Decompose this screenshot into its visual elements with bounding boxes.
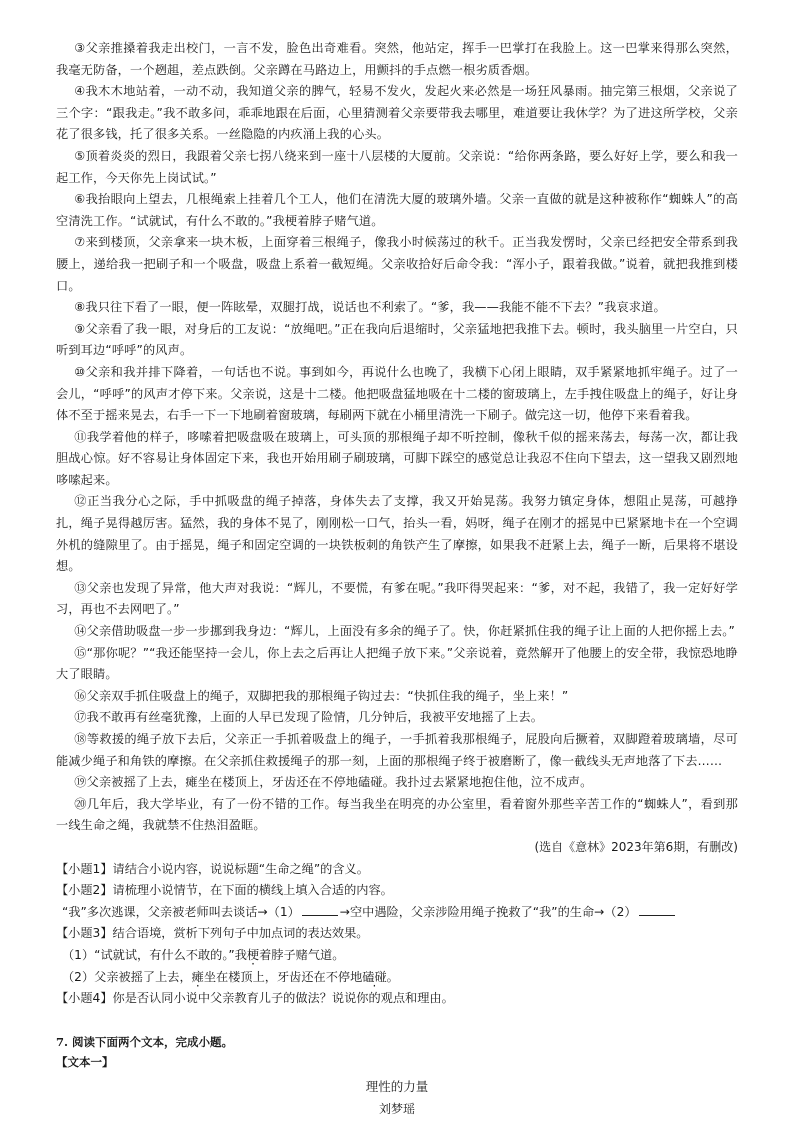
article-title: 理性的力量 <box>365 1078 429 1094</box>
paragraph-6: ⑥我抬眼向上望去，几根绳索上挂着几个工人，他们在清洗大厦的玻璃外墙。父亲一直做的就是这种被称作“蜘蛛人”的高空清洗工作。“试就试，有什么不敢的。”我梗着脖子赌气道。 <box>56 192 738 228</box>
task-7-heading: 7. 阅读下面两个文本，完成小题。 <box>56 1034 234 1049</box>
paragraph-13: ⑬父亲也发现了异常，他大声对我说：“辉儿，不要慌，有爹在呢。”我吓得哭起来：“爹，对不起，我错了，我一定好好学习，再也不去网吧了。” <box>56 580 738 617</box>
question-3-item-2 <box>56 967 738 989</box>
dotted-word-kepeng: 磕碰 <box>362 969 387 984</box>
q3-item2-text-a: （2）父亲被摇了上去， <box>62 969 192 984</box>
dotted-word-tan: 瘫 <box>191 969 204 984</box>
paragraph-3: ③父亲推搡着我走出校门，一言不发，脸色出奇难看。突然，他站定，挥手一巴掌打在我脸上。这一巴掌来得那么突然，我毫无防备，一个趔趄，差点跌倒。父亲蹲在马路边上，用颤抖的手点燃一根劣质香烟。 <box>56 41 738 77</box>
paragraph-9: ⑨父亲看了我一眼，对身后的工友说：“放绳吧。”正在我向后退缩时，父亲猛地把我推下去。顿时，我头脑里一片空白，只听到耳边“呼呼”的风声。 <box>56 321 738 358</box>
q3-item2-text-c: 。 <box>386 969 399 984</box>
paragraph-5: ⑤顶着炎炎的烈日，我跟着父亲七拐八绕来到一座十八层楼的大厦前。父亲说：“给你两条路，要么好好上学，要么和我一起工作，今天你先上岗试试。” <box>56 148 738 185</box>
paragraph-4: ④我木木地站着，一动不动，我知道父亲的脾气，轻易不发火，发起火来必然是一场狂风暴雨。抽完第三根烟，父亲说了三个字：“跟我走。”我不敢多问，乖乖地跟在后面，心里猜测着父亲要带我去哪里，难道要让我休学？为了进这所学校，父亲花了很多钱，托了很多关系。一丝隐隐的内疚涌上我的心头。 <box>56 84 738 142</box>
q3-item1-text-b: 着脖子赌气道。 <box>259 947 345 962</box>
paragraph-8: ⑧我只往下看了一眼，便一阵眩晕，双腿打战，说话也不利索了。“爹，我——我能不能不下去？”我哀求道。 <box>74 300 666 315</box>
source-citation: (选自《意林》2023年第6期，有删改) <box>534 839 738 854</box>
answer-blank-2[interactable] <box>639 903 675 916</box>
q3-item2-text-b: 坐在楼顶上，牙齿还在不停地 <box>203 969 363 984</box>
paragraph-15: ⑮“那你呢？”“我还能坚持一会儿，你上去之后再让人把绳子放下来。”父亲说着，竟然解开了他腰上的安全带，我惊恐地睁大了眼睛。 <box>56 645 738 682</box>
text-one-tag: 【文本一】 <box>56 1054 114 1069</box>
paragraph-20: ⑳几年后，我大学毕业，有了一份不错的工作。每当我坐在明亮的办公室里，看着窗外那些辛苦工作的“蜘蛛人”，看到那一线生命之绳，我就禁不住热泪盈眶。 <box>56 796 738 833</box>
paragraph-19: ⑲父亲被摇了上去，瘫坐在楼顶上，牙齿还在不停地磕碰。我扑过去紧紧地抱住他，泣不成声。 <box>74 775 593 790</box>
paragraph-11: ⑪我学着他的样子，哆嗦着把吸盘吸在玻璃上，可头顶的那根绳子却不听控制，像秋千似的摇来荡去，每荡一次，都让我胆战心惊。好不容易让身体固定下来，我也开始用刷子刷玻璃，可脚下踩空的感觉总让我忍不住向下望去，这一望我又剧烈地哆嗦起来。 <box>56 429 738 487</box>
question-3-item-1 <box>56 945 738 967</box>
flow-part-a: “我”多次逃课，父亲被老师叫去谈话→（1） <box>62 904 300 919</box>
q3-item1-text-a: （1）“试就试，有什么不敢的。”我 <box>62 947 247 962</box>
article-author: 刘梦瑶 <box>378 1101 415 1116</box>
question-1: 【小题1】请结合小说内容，说说标题“生命之绳”的含义。 <box>56 861 369 876</box>
article-body <box>56 38 738 1120</box>
question-2-flow <box>56 902 738 924</box>
paragraph-16: ⑯父亲双手抓住吸盘上的绳子，双脚把我的那根绳子钩过去：“快抓住我的绳子，坐上来！” <box>74 688 569 703</box>
paragraph-10: ⑩父亲和我并排下降着，一句话也不说。事到如今，再说什么也晚了，我横下心闭上眼睛，双手紧紧地抓牢绳子。过了一会儿，“呼呼”的风声才停下来。父亲说，这是十二楼。他把吸盘猛地吸在十二楼的窗玻璃上，左手拽住吸盘上的绳子，好让身体不至于摇来晃去，右手一下一下地刷着窗玻璃，每刷两下就在小桶里清洗一下刷子。做完这一切，他停下来看着我。 <box>56 364 738 423</box>
paragraph-18: ⑱等救援的绳子放下去后，父亲正一手抓着吸盘上的绳子，一手抓着我那根绳子，屁股向后撅着，双脚蹬着玻璃墙，尽可能减少绳子和角铁的摩擦。在父亲抓住救援绳子的那一刻，上面的那根绳子终于被磨断了，像一截线头无声地落了下去…… <box>56 732 738 768</box>
paragraph-7: ⑦来到楼顶，父亲拿来一块木板，上面穿着三根绳子，像我小时候荡过的秋千。正当我发愣时，父亲已经把安全带系到我腰上，递给我一把刷子和一个吸盘，吸盘上系着一截短绳。父亲收拾好后命令我：“浑小子，跟着我做。”说着，就把我推到楼口。 <box>56 235 738 293</box>
question-3: 【小题3】结合语境，赏析下列句子中加点词的表达效果。 <box>56 926 369 941</box>
paragraph-12: ⑫正当我分心之际，手中抓吸盘的绳子掉落，身体失去了支撑，我又开始晃荡。我努力镇定身体，想阻止晃荡，可越挣扎，绳子晃得越厉害。猛然，我的身体不晃了，刚刚松一口气，抬头一看，妈呀，绳子在刚才的摇晃中已紧紧地卡在一个空调外机的缝隙里了。由于摇晃，绳子和固定空调的一块铁板刺的角铁产生了摩擦，如果我不赶紧上去，绳子一断，后果将不堪设想。 <box>56 494 738 574</box>
dotted-word-geng: 梗 <box>246 947 260 962</box>
question-2: 【小题2】请梳理小说情节，在下面的横线上填入合适的内容。 <box>56 883 393 898</box>
paragraph-17: ⑰我不敢再有丝毫犹豫，上面的人早已发现了险情，几分钟后，我被平安地摇了上去。 <box>74 710 544 725</box>
answer-blank-1[interactable] <box>302 903 338 916</box>
question-4: 【小题4】你是否认同小说中父亲教育儿子的做法？说说你的观点和理由。 <box>56 991 454 1006</box>
paragraph-14: ⑭父亲借助吸盘一步一步挪到我身边：“辉儿，上面没有多余的绳子了。快，你赶紧抓住我的绳子让上面的人把你摇上去。” <box>74 624 736 639</box>
flow-part-b: →空中遇险，父亲涉险用绳子挽救了“我”的生命→（2） <box>339 904 637 919</box>
